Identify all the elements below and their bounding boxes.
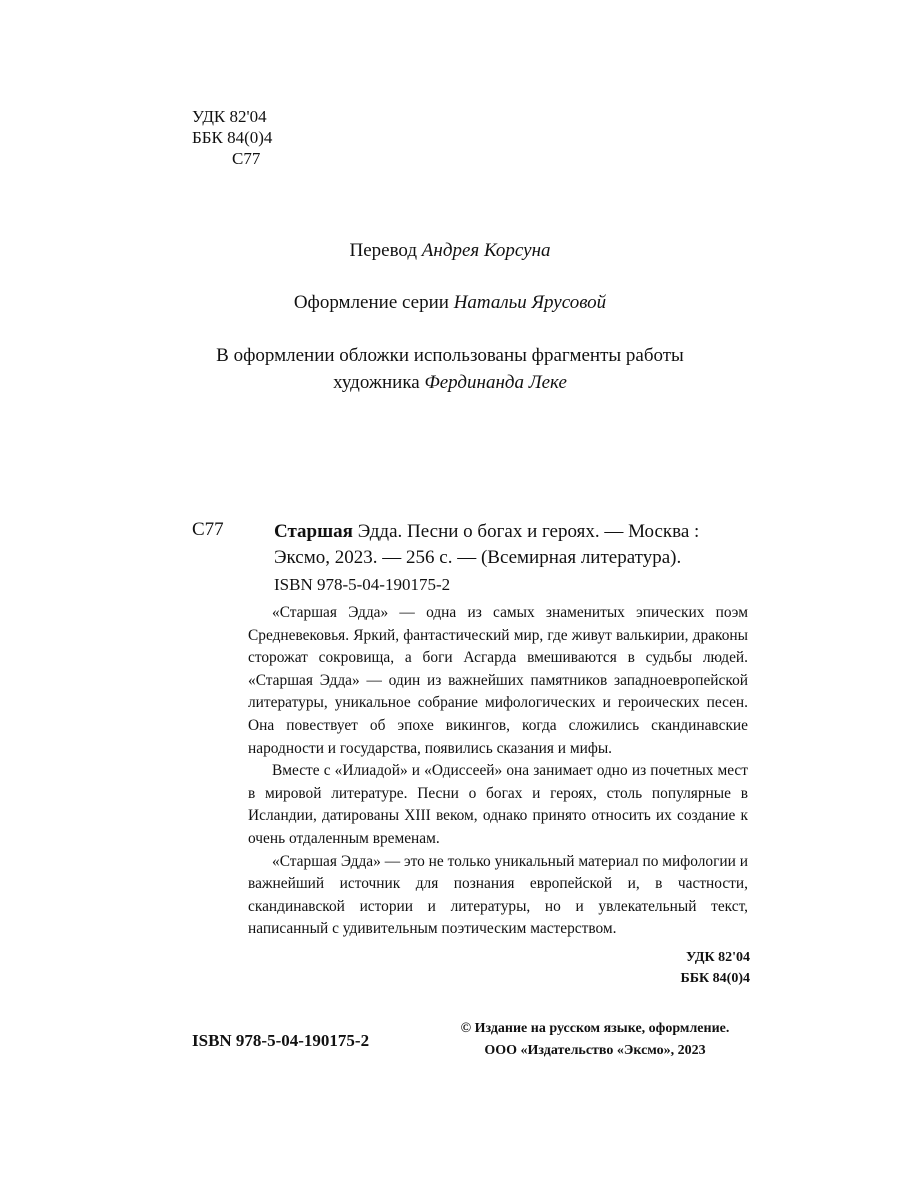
isbn-footer: ISBN 978-5-04-190175-2 (192, 1031, 370, 1050)
cover-credit (0, 342, 900, 396)
classification-block-bottom (470, 947, 750, 989)
cover-artist-prefix: художника (333, 372, 425, 393)
cover-artist-name: Фердинанда Леке (424, 372, 567, 393)
annotation-paragraph-3: «Старшая Эдда» — это не только уникальный материал по мифологии и важнейший источник для познания европейской и, в частности, скандинавской истории и литературы, но и увлекательный текст, написанный с удивительным поэтическим мастерством. (248, 852, 748, 938)
cover-credit-line2 (0, 369, 900, 396)
author-mark: С77 (192, 519, 224, 540)
bbk-code: ББК 84(0)4 (192, 128, 273, 147)
book-title-bold: Старшая (274, 521, 353, 542)
translation-prefix: Перевод (349, 240, 422, 261)
bibliographic-entry (274, 519, 748, 571)
translator-name: Андрея Корсуна (421, 240, 551, 261)
translation-credit (0, 240, 900, 262)
series-prefix: Оформление серии (293, 292, 454, 313)
classification-block-top (192, 106, 272, 169)
series-designer-name: Натальи Ярусовой (453, 292, 607, 313)
series-design-credit (0, 292, 900, 314)
annotation-paragraph-2: Вместе с «Илиадой» и «Одиссеей» она занимает одно из почетных мест в мировой литературе. Песни о богах и героях, столь популярные в Исландии, датированы XIII веком, однако принято относить их создание к очень отдаленным временам. (248, 762, 748, 847)
book-description: Эдда. Песни о богах и героях. — Москва : Эксмо, 2023. — 256 с. — (Всемирная литература). (274, 521, 700, 568)
author-mark-top: С77 (232, 149, 261, 168)
udk-code: УДК 82'04 (192, 107, 267, 126)
copyright-line-1: © Издание на русском языке, оформление. (460, 1021, 730, 1036)
udk-code-bottom: УДК 82'04 (685, 950, 750, 965)
cover-credit-line1: В оформлении обложки использованы фрагменты работы (216, 345, 684, 366)
annotation (248, 602, 748, 941)
copyright-notice (440, 1018, 750, 1062)
copyright-line-2: ООО «Издательство «Эксмо», 2023 (484, 1043, 706, 1058)
isbn-entry: ISBN 978-5-04-190175-2 (274, 575, 451, 594)
annotation-paragraph-1: «Старшая Эдда» — одна из самых знаменитых эпических поэм Средневековья. Яркий, фантастический мир, где живут валькирии, драконы сторожат сокровища, а боги Асгарда вмешиваются в судьбы людей. «Старшая Эдда» — один из важнейших памятников западноевропейской литературы, уникальное собрание мифологических и героических песен. Она повествует об эпохе викингов, когда сложились скандинавские народности и государства, появились сказания и мифы. (248, 604, 748, 757)
bbk-code-bottom: ББК 84(0)4 (680, 971, 750, 986)
